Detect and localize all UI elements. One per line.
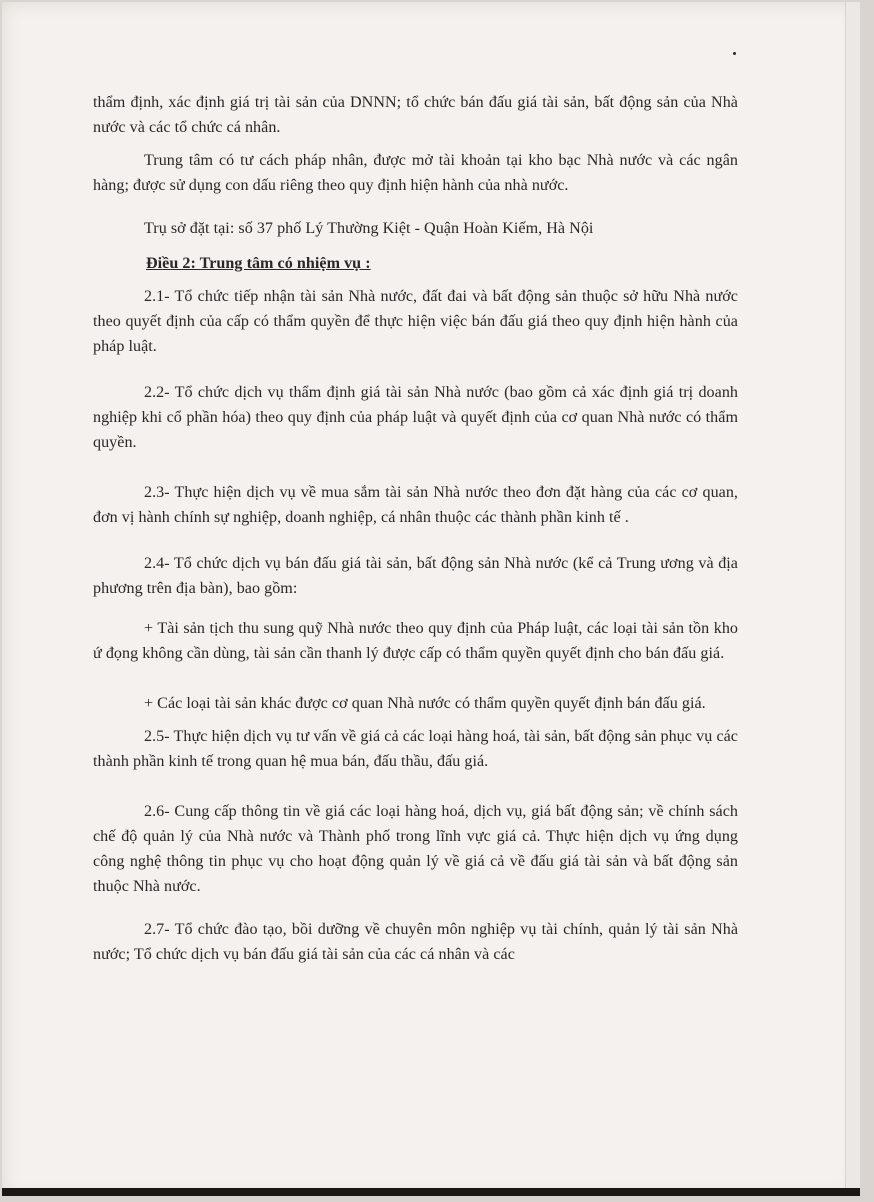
document-body bbox=[93, 90, 738, 967]
article-2-item-2-4-bullet-2: + Các loại tài sản khác được cơ quan Nhà nước có thẩm quyền quyết định bán đấu giá. bbox=[144, 695, 706, 712]
article-2-item-2-4: 2.4- Tổ chức dịch vụ bán đấu giá tài sản, bất động sản Nhà nước (kể cả Trung ương và địa phương trên địa bàn), bao gồm: bbox=[93, 555, 738, 597]
article-2-item-2-6: 2.6- Cung cấp thông tin về giá các loại hàng hoá, dịch vụ, giá bất động sản; về chính sách chế độ quản lý của Nhà nước và Thành phố trong lĩnh vực giá cả. Thực hiện dịch vụ ứng dụng công nghệ thông tin phục vụ cho hoạt động quản lý về giá cả về đấu giá tài sản và bất động sản thuộc Nhà nước. bbox=[93, 803, 738, 895]
article-2-item-2-4-bullet-1: + Tài sản tịch thu sung quỹ Nhà nước theo quy định của Pháp luật, các loại tài sản tồn kho ứ đọng không cần dùng, tài sản cần thanh lý được cấp có thẩm quyền quyết định cho bán đấu giá. bbox=[93, 620, 738, 662]
article-2-item-2-2: 2.2- Tổ chức dịch vụ thẩm định giá tài sản Nhà nước (bao gồm cả xác định giá trị doanh nghiệp khi cổ phần hóa) theo quy định của pháp luật và quyết định của cơ quan Nhà nước có thẩm quyền. bbox=[93, 384, 738, 451]
right-page-edge bbox=[845, 2, 860, 1196]
article-2-item-2-1: 2.1- Tổ chức tiếp nhận tài sản Nhà nước, đất đai và bất động sản thuộc sở hữu Nhà nước theo quyết định của cấp có thẩm quyền để thực hiện việc bán đấu giá theo quy định hiện hành của pháp luật. bbox=[93, 288, 738, 355]
article-2-heading: Điều 2: Trung tâm có nhiệm vụ : bbox=[146, 255, 371, 272]
ink-speck bbox=[733, 52, 736, 55]
paragraph-legal-status: Trung tâm có tư cách pháp nhân, được mở tài khoản tại kho bạc Nhà nước và các ngân hàng; được sử dụng con dấu riêng theo quy định hiện hành của nhà nước. bbox=[93, 152, 738, 194]
document-page bbox=[2, 2, 860, 1196]
paragraph-intro-continuation: thẩm định, xác định giá trị tài sản của DNNN; tổ chức bán đấu giá tài sản, bất động sản của Nhà nước và các tổ chức cá nhân. bbox=[93, 94, 738, 136]
article-2-item-2-3: 2.3- Thực hiện dịch vụ về mua sắm tài sản Nhà nước theo đơn đặt hàng của các cơ quan, đơn vị hành chính sự nghiệp, doanh nghiệp, cá nhân thuộc các thành phần kinh tế . bbox=[93, 484, 738, 526]
paragraph-headquarters: Trụ sở đặt tại: số 37 phố Lý Thường Kiệt - Quận Hoàn Kiếm, Hà Nội bbox=[144, 220, 594, 237]
article-2-item-2-5: 2.5- Thực hiện dịch vụ tư vấn về giá cả các loại hàng hoá, tài sản, bất động sản phục vụ các thành phần kinh tế trong quan hệ mua bán, đấu thầu, đấu giá. bbox=[93, 728, 738, 770]
article-2-item-2-7: 2.7- Tổ chức đào tạo, bồi dưỡng về chuyên môn nghiệp vụ tài chính, quản lý tài sản Nhà nước; Tổ chức dịch vụ bán đấu giá tài sản của các cá nhân và các bbox=[93, 921, 738, 963]
